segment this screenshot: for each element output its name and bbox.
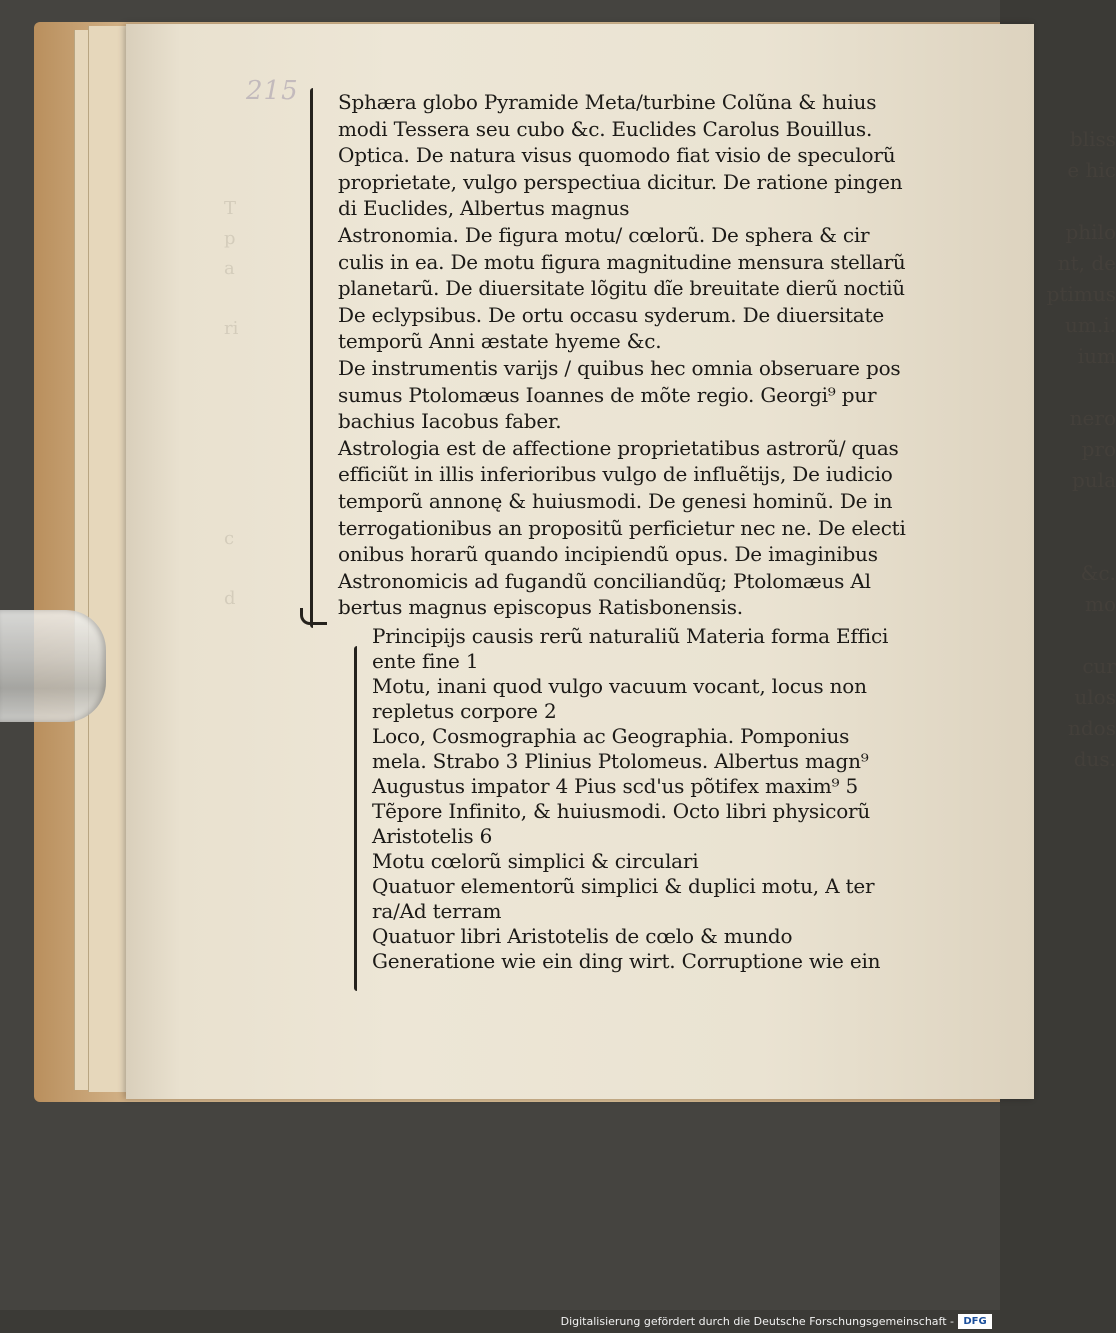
text-line: Astrologia est de affectione proprietatibus astrorũ/ quas: [338, 435, 899, 460]
text-line: efficiũt in illis inferioribus vulgo de influẽtijs, De iudicio: [338, 462, 893, 487]
folio-number: 215: [246, 76, 299, 106]
text-line: Tẽpore Infinito, & huiusmodi. Octo libri physicorũ: [372, 799, 871, 823]
bleed-through-left: T p a ri c d: [224, 198, 239, 609]
brace-left-a: [310, 88, 313, 628]
text-line: Aristotelis 6: [372, 824, 493, 848]
brace-left-a-tip: [300, 608, 327, 625]
text-line: De instrumentis varijs / quibus hec omnia obseruare pos: [338, 356, 901, 380]
text-line: ra/Ad terram: [372, 899, 502, 923]
text-line: Astronomia. De figura motu/ cœlorũ. De sphera & cir: [338, 223, 870, 247]
text-line: Loco, Cosmographia ac Geographia. Pomponius: [372, 724, 850, 748]
text-line: ente fine 1: [372, 649, 479, 673]
text-line: Quatuor elementorũ simplici & duplici motu, A ter: [372, 874, 875, 898]
text-line: temporũ Anni æstate hyeme &c.: [338, 329, 662, 354]
text-line: repletus corpore 2: [372, 699, 557, 723]
footer-bar: [0, 1310, 1000, 1333]
text-line: Generatione wie ein ding wirt. Corruptione wie ein: [372, 949, 881, 973]
text-line: bachius Iacobus faber.: [338, 409, 562, 434]
text-line: planetarũ. De diuersitate lõgitu dĩe breuitate dierũ noctiũ: [338, 276, 905, 301]
text-line: Motu cœlorũ simplici & circulari: [372, 849, 699, 873]
dfg-logo: DFG: [958, 1314, 992, 1329]
text-line: modi Tessera seu cubo &c. Euclides Carolus Bouillus.: [338, 116, 873, 141]
text-line: Quatuor libri Aristotelis de cœlo & mundo: [372, 924, 793, 948]
page-clip: [0, 610, 106, 722]
text-line: terrogationibus an propositũ perficietur nec ne. De electi: [338, 515, 906, 540]
text-line: Augustus impator 4 Pius scd'us põtifex maxim⁹ 5: [372, 774, 858, 798]
text-line: culis in ea. De motu figura magnitudine mensura stellarũ: [338, 249, 906, 274]
text-line: proprietate, vulgo perspectiua dicitur. De ratione pingen: [338, 169, 903, 194]
text-line: di Euclides, Albertus magnus: [338, 196, 630, 221]
text-line: Motu, inani quod vulgo vacuum vocant, locus non: [372, 674, 867, 698]
text-line: Optica. De natura visus quomodo fiat visio de speculorũ: [338, 143, 896, 168]
bleed-through-text: bliss e hic philo nt, de ptimus um.i. ium nero pro pula &c. mo cur ulos ndos dus.: [1046, 127, 1116, 771]
text-line: bertus magnus episcopus Ratisbonensis.: [338, 595, 743, 620]
text-line: mela. Strabo 3 Plinius Ptolomeus. Albertus magn⁹: [372, 749, 869, 773]
text-line: De eclypsibus. De ortu occasu syderum. De diuersitate: [338, 302, 884, 327]
footer-credit: Digitalisierung gefördert durch die Deutsche Forschungsgemeinschaft -: [560, 1315, 954, 1328]
text-line: Sphæra globo Pyramide Meta/turbine Colũna & huius: [338, 90, 877, 114]
text-line: Principijs causis rerũ naturaliũ Materia forma Effici: [372, 624, 889, 648]
text-line: sumus Ptolomæus Ioannes de mõte regio. Georgi⁹ pur: [338, 382, 877, 407]
text-line: Astronomicis ad fugandũ conciliandũq; Ptolomæus Al: [338, 568, 871, 593]
text-line: onibus horarũ quando incipiendũ opus. De imaginibus: [338, 542, 878, 567]
text-line: temporũ annonę & huiusmodi. De genesi hominũ. De in: [338, 489, 893, 513]
brace-left-b: [354, 646, 357, 991]
